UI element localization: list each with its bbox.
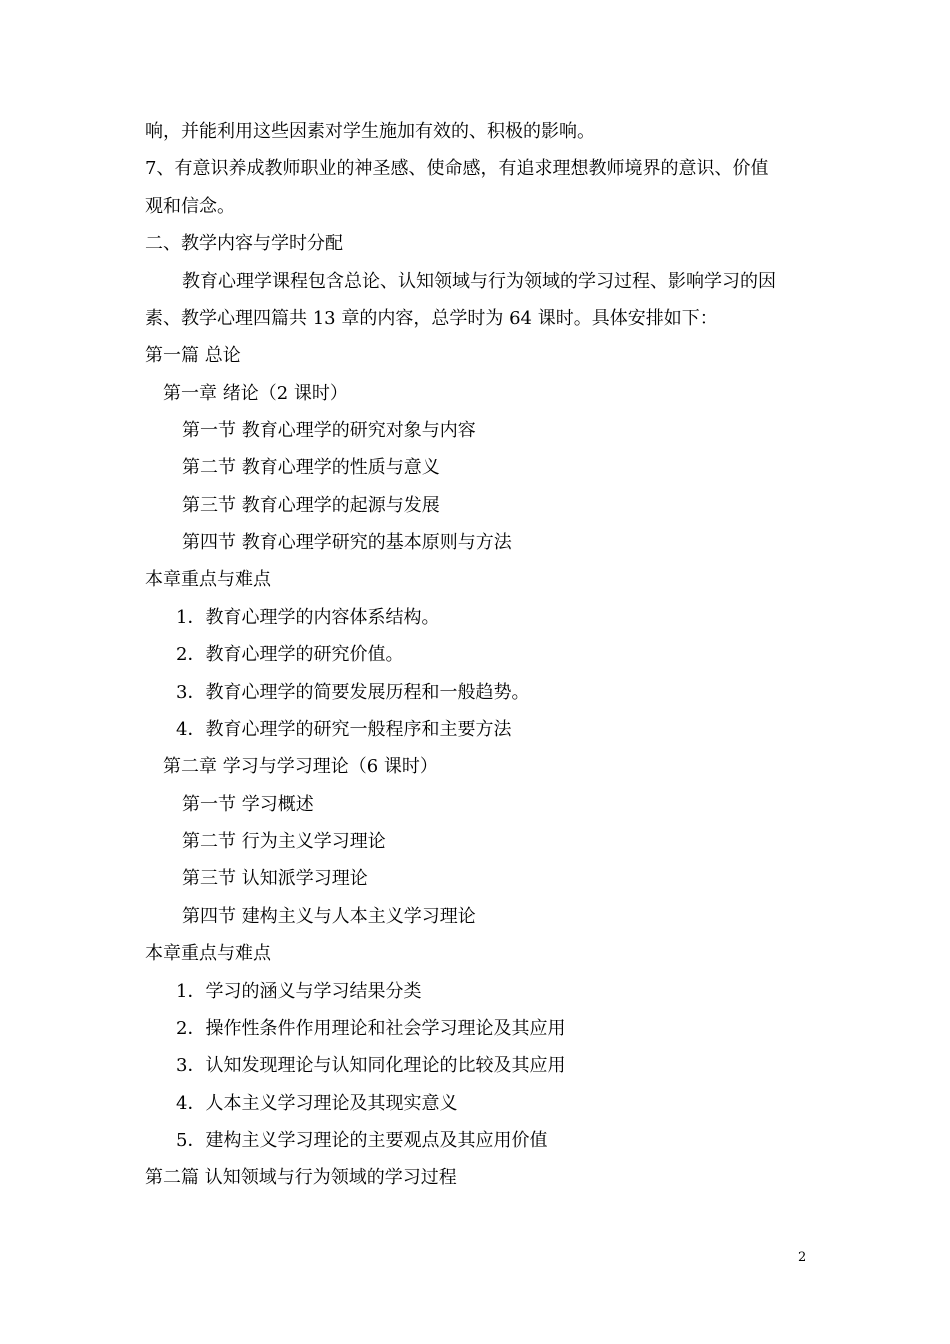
text-line: 观和信念。 xyxy=(145,196,235,217)
section-item: 第四节 建构主义与人本主义学习理论 xyxy=(182,906,476,927)
chapter-heading: 第二章 学习与学习理论（6 课时） xyxy=(163,756,438,777)
key-point-item: 4．教育心理学的研究一般程序和主要方法 xyxy=(176,719,512,740)
section-item: 第三节 认知派学习理论 xyxy=(182,868,368,889)
key-point-item: 3．认知发现理论与认知同化理论的比较及其应用 xyxy=(176,1055,566,1076)
section-item: 第二节 教育心理学的性质与意义 xyxy=(182,457,440,478)
section-item: 第三节 教育心理学的起源与发展 xyxy=(182,495,440,516)
key-point-item: 4．人本主义学习理论及其现实意义 xyxy=(176,1093,458,1114)
text-line: 素、教学心理四篇共 13 章的内容，总学时为 64 课时。具体安排如下： xyxy=(145,308,718,329)
key-point-item: 1．教育心理学的内容体系结构。 xyxy=(176,607,440,628)
key-point-item: 2．操作性条件作用理论和社会学习理论及其应用 xyxy=(176,1018,566,1039)
section-item: 第一节 教育心理学的研究对象与内容 xyxy=(182,420,476,441)
key-point-item: 3．教育心理学的简要发展历程和一般趋势。 xyxy=(176,682,530,703)
text-line: 教育心理学课程包含总论、认知领域与行为领域的学习过程、影响学习的因 xyxy=(182,271,776,292)
section-item: 第二节 行为主义学习理论 xyxy=(182,831,386,852)
section-item: 第一节 学习概述 xyxy=(182,794,314,815)
page-number: 2 xyxy=(798,1250,807,1265)
part-heading: 第一篇 总论 xyxy=(145,345,241,366)
key-points-heading: 本章重点与难点 xyxy=(145,569,271,590)
section-item: 第四节 教育心理学研究的基本原则与方法 xyxy=(182,532,512,553)
part-heading: 第二篇 认知领域与行为领域的学习过程 xyxy=(145,1167,457,1188)
section-heading: 二、教学内容与学时分配 xyxy=(145,233,343,254)
chapter-heading: 第一章 绪论（2 课时） xyxy=(163,383,348,404)
key-point-item: 5．建构主义学习理论的主要观点及其应用价值 xyxy=(176,1130,548,1151)
key-point-item: 1．学习的涵义与学习结果分类 xyxy=(176,981,422,1002)
text-line: 响，并能利用这些因素对学生施加有效的、积极的影响。 xyxy=(145,121,595,142)
text-line: 7、有意识养成教师职业的神圣感、使命感，有追求理想教师境界的意识、价值 xyxy=(145,158,769,179)
key-point-item: 2．教育心理学的研究价值。 xyxy=(176,644,404,665)
key-points-heading: 本章重点与难点 xyxy=(145,943,271,964)
